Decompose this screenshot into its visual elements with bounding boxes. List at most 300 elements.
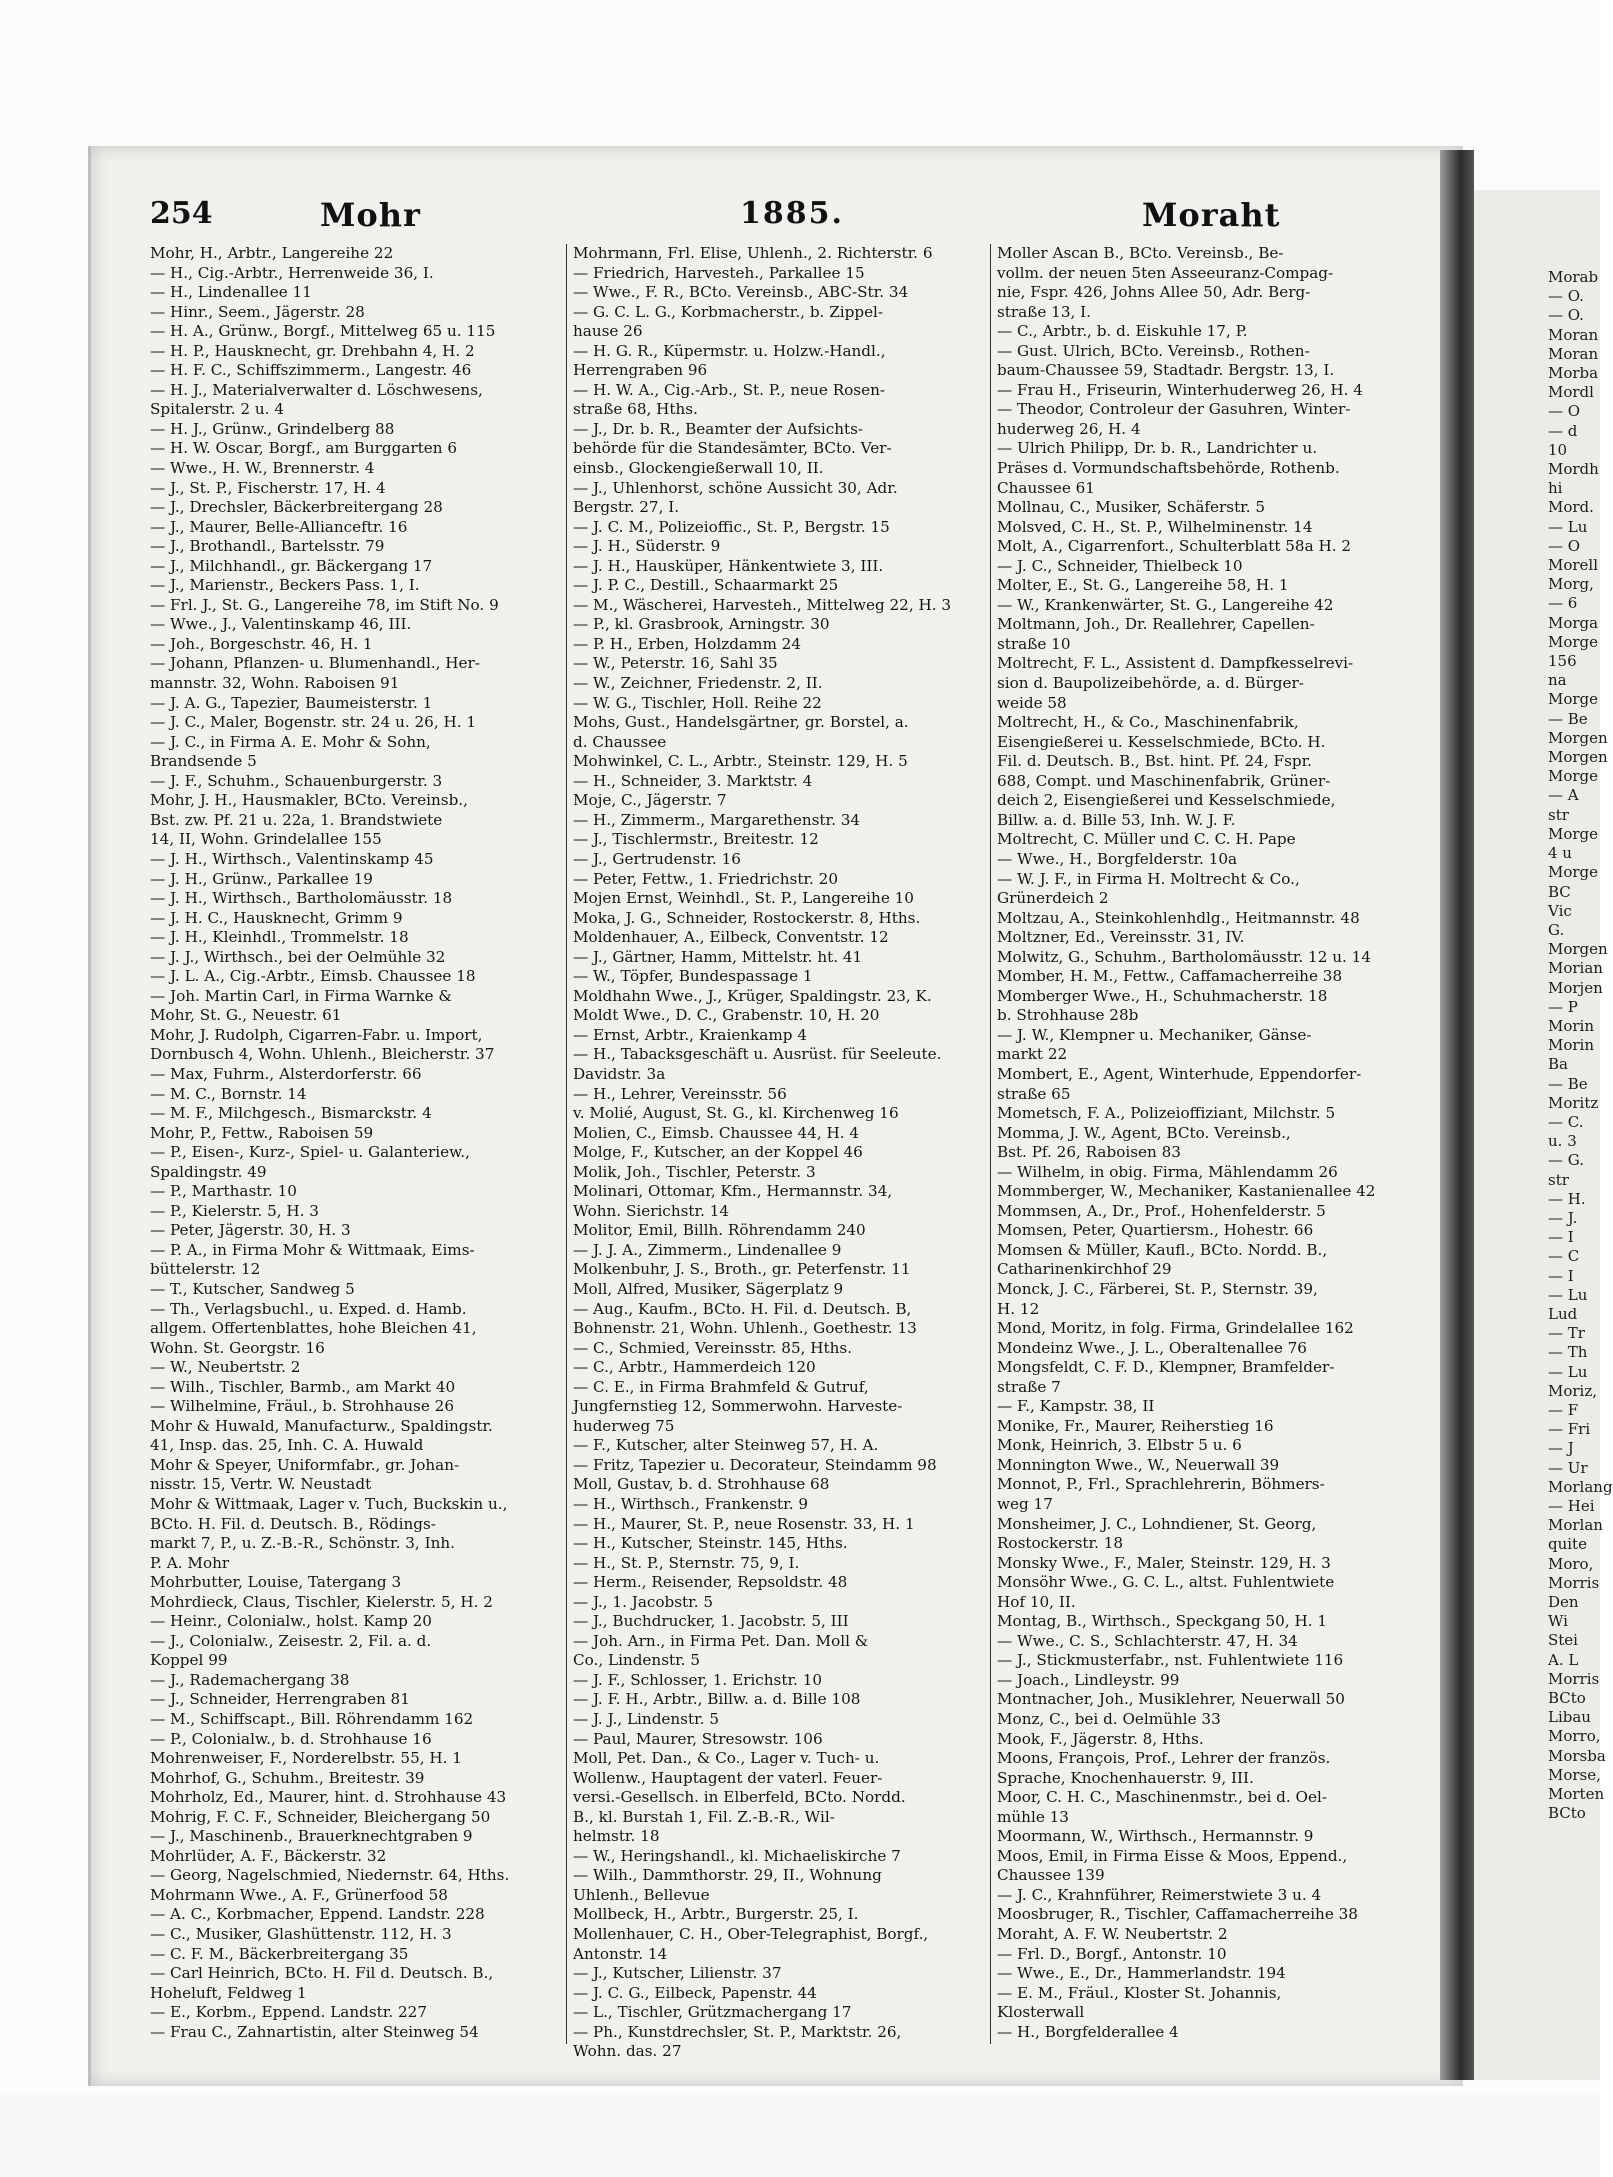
entry-line: — J., Brothandl., Bartelsstr. 79 [150, 537, 385, 556]
entry-line: Mohrhof, G., Schuhm., Breitestr. 39 [150, 1768, 425, 1787]
entry-line: Molter, E., St. G., Langereihe 58, H. 1 [997, 576, 1289, 595]
directory-column-3 [990, 244, 1447, 2044]
entry-line: — J. P. C., Destill., Schaarmarkt 25 [573, 576, 839, 595]
entry-line: — Friedrich, Harvesteh., Parkallee 15 [573, 263, 865, 282]
entry-line: — Joh. Arn., in Firma Pet. Dan. Moll & [573, 1631, 869, 1650]
fragment-line: — Lu [1548, 517, 1588, 536]
entry-line: — J., Uhlenhorst, schöne Aussicht 30, Adr. [573, 478, 898, 497]
entry-line: Mommberger, W., Mechaniker, Kastanienallee 42 [997, 1182, 1376, 1201]
right-running-head: Moraht [1142, 196, 1281, 234]
entry-line: — Aug., Kaufm., BCto. H. Fil. d. Deutsch. B, [573, 1299, 912, 1318]
entry-line: — Wwe., F. R., BCto. Vereinsb., ABC-Str. 34 [573, 283, 909, 302]
entry-line: mannstr. 32, Wohn. Raboisen 91 [150, 674, 400, 693]
entry-line: Grünerdeich 2 [997, 889, 1109, 908]
fragment-line: — I [1548, 1228, 1574, 1247]
entry-line: Molinari, Ottomar, Kfm., Hermannstr. 34, [573, 1182, 893, 1201]
entry-line: Monnington Wwe., W., Neuerwall 39 [997, 1455, 1280, 1474]
entry-line: — F., Kutscher, alter Steinweg 57, H. A. [573, 1436, 879, 1455]
entry-line: mühle 13 [997, 1807, 1069, 1826]
fragment-line: — Hei [1548, 1497, 1595, 1515]
entry-line: — Theodor, Controleur der Gasuhren, Winter- [997, 400, 1351, 419]
fragment-line: BCto [1548, 1804, 1586, 1823]
page-number: 254 [150, 196, 213, 231]
entry-line: — H. P., Hausknecht, gr. Drehbahn 4, H. 2 [150, 341, 475, 360]
entry-line: — Ph., Kunstdrechsler, St. P., Marktstr. 26, [573, 2022, 902, 2041]
entry-line: v. Molié, August, St. G., kl. Kirchenweg 16 [573, 1104, 899, 1123]
entry-line: — J., Gärtner, Hamm, Mittelstr. ht. 41 [573, 947, 863, 966]
entry-line: Chaussee 61 [997, 478, 1095, 497]
entry-line: — Wwe., E., Dr., Hammerlandstr. 194 [997, 1964, 1286, 1983]
fragment-line: Morlan [1548, 1516, 1603, 1535]
entry-line: — J. C., in Firma A. E. Mohr & Sohn, [150, 732, 431, 751]
fragment-line: Moran [1548, 325, 1599, 344]
fragment-line: — O. [1548, 287, 1584, 306]
entry-line: — J., Milchhandl., gr. Bäckergang 17 [150, 556, 433, 575]
entry-line: Moos, Emil, in Firma Eisse & Moos, Eppend., [997, 1846, 1348, 1865]
entry-line: Präses d. Vormundschaftsbehörde, Rothenb. [997, 459, 1340, 478]
fragment-line: — J. [1548, 1208, 1578, 1227]
entry-line: Spitalerstr. 2 u. 4 [150, 400, 284, 419]
left-running-head: Mohr [320, 196, 421, 234]
entry-line: Mohrmann, Frl. Elise, Uhlenh., 2. Richterstr. 6 [573, 244, 933, 262]
fragment-line: Morris [1548, 1573, 1600, 1592]
entry-line: — J. H., Kleinhdl., Trommelstr. 18 [150, 928, 409, 947]
entry-line: — G. C. L. G., Korbmacherstr., b. Zippel- [573, 302, 884, 321]
fragment-line: str [1548, 805, 1569, 824]
entry-line: — E. M., Fräul., Kloster St. Johannis, [997, 1983, 1282, 2002]
fragment-line: 156 [1548, 652, 1577, 671]
entry-line: — J., Stickmusterfabr., nst. Fuhlentwiete 116 [997, 1651, 1344, 1670]
entry-line: sion d. Baupolizeibehörde, a. d. Bürger- [997, 674, 1304, 693]
entry-line: Co., Lindenstr. 5 [573, 1651, 701, 1670]
entry-line: — T., Kutscher, Sandweg 5 [150, 1279, 355, 1298]
entry-line: Momma, J. W., Agent, BCto. Vereinsb., [997, 1123, 1291, 1142]
entry-line: Monck, J. C., Färberei, St. P., Sternstr. 39, [997, 1279, 1318, 1298]
fragment-line: Wi [1548, 1612, 1568, 1631]
entry-line: — Fritz, Tapezier u. Decorateur, Steindamm 98 [573, 1455, 937, 1474]
entry-line: — Frau H., Friseurin, Winterhuderweg 26, H. 4 [997, 380, 1363, 399]
entry-line: büttelerstr. 12 [150, 1260, 261, 1279]
entry-line: — H., Borgfelderallee 4 [997, 2022, 1179, 2041]
fragment-line: — d [1548, 421, 1578, 440]
entry-line: Bst. zw. Pf. 21 u. 22a, 1. Brandstwiete [150, 810, 443, 829]
entry-line: — Herm., Reisender, Repsoldstr. 48 [573, 1573, 848, 1592]
fragment-line: Morin [1548, 1036, 1595, 1055]
entry-line: — H., Maurer, St. P., neue Rosenstr. 33, H. 1 [573, 1514, 915, 1533]
entry-line: — Wilhelmine, Fräul., b. Strohhause 26 [150, 1397, 454, 1416]
entry-line: Mohr, J. Rudolph, Cigarren-Fabr. u. Import, [150, 1025, 483, 1044]
entry-line: — J., Tischlermstr., Breitestr. 12 [573, 830, 819, 849]
entry-line: Moraht, A. F. W. Neubertstr. 2 [997, 1925, 1228, 1944]
fragment-line: Libau [1548, 1708, 1591, 1727]
entry-line: straße 65 [997, 1084, 1071, 1103]
entry-line: — J., Kutscher, Lilienstr. 37 [573, 1964, 782, 1983]
entry-line: — M. F., Milchgesch., Bismarckstr. 4 [150, 1104, 432, 1123]
entry-line: Montnacher, Joh., Musiklehrer, Neuerwall 50 [997, 1690, 1345, 1709]
entry-line: Mohrmann Wwe., A. F., Grünerfood 58 [150, 1885, 448, 1904]
entry-line: Mook, F., Jägerstr. 8, Hths. [997, 1729, 1204, 1748]
entry-line: — Peter, Jägerstr. 30, H. 3 [150, 1221, 351, 1240]
entry-line: Bohnenstr. 21, Wohn. Uhlenh., Goethestr. 13 [573, 1319, 917, 1338]
fragment-line: — O [1548, 536, 1581, 555]
entry-line: — J. A. G., Tapezier, Baumeisterstr. 1 [150, 693, 433, 712]
entry-line: — H. J., Materialverwalter d. Löschwesens, [150, 380, 483, 399]
entry-line: weide 58 [997, 693, 1067, 712]
entry-line: Mohrbutter, Louise, Tatergang 3 [150, 1573, 402, 1592]
entry-line: — J. J., Lindenstr. 5 [573, 1710, 719, 1729]
entry-line: — J., Marienstr., Beckers Pass. 1, I. [150, 576, 420, 595]
entry-line: — J. H., Grünw., Parkallee 19 [150, 869, 373, 888]
entry-line: — J., Colonialw., Zeisestr. 2, Fil. a. d. [150, 1631, 432, 1650]
entry-line: — J. C. M., Polizeioffic., St. P., Bergstr. 15 [573, 517, 890, 536]
entry-line: 14, II, Wohn. Grindelallee 155 [150, 830, 382, 849]
entry-line: — J., 1. Jacobstr. 5 [573, 1592, 714, 1611]
entry-line: Monsky Wwe., F., Maler, Steinstr. 129, H. 3 [997, 1553, 1331, 1572]
entry-line: markt 7, P., u. Z.-B.-R., Schönstr. 3, Inh. [150, 1534, 455, 1553]
entry-line: Moller Ascan B., BCto. Vereinsb., Be- [997, 244, 1284, 262]
fragment-line: Den [1548, 1593, 1579, 1612]
entry-line: — Joach., Lindleystr. 99 [997, 1670, 1180, 1689]
fragment-line: Morell [1548, 556, 1599, 575]
fragment-line: — F [1548, 1400, 1579, 1419]
entry-line: — P., Eisen-, Kurz-, Spiel- u. Galanteriew., [150, 1143, 470, 1162]
entry-line: — J. F., Schlosser, 1. Erichstr. 10 [573, 1670, 823, 1689]
entry-line: Monike, Fr., Maurer, Reiherstieg 16 [997, 1416, 1274, 1435]
fragment-line: — J [1548, 1439, 1574, 1458]
fragment-line: Lud [1548, 1304, 1578, 1323]
fragment-line: — Be [1548, 709, 1588, 728]
entry-line: — W., Peterstr. 16, Sahl 35 [573, 654, 778, 673]
entry-line: Mohr, J. H., Hausmakler, BCto. Vereinsb., [150, 791, 468, 810]
entry-line: Sprache, Knochenhauerstr. 9, III. [997, 1768, 1254, 1787]
bottom-strip [0, 2094, 1600, 2177]
entry-line: — Peter, Fettw., 1. Friedrichstr. 20 [573, 869, 839, 888]
entry-line: — Hinr., Seem., Jägerstr. 28 [150, 302, 365, 321]
entry-line: — C. F. M., Bäckerbreitergang 35 [150, 1944, 409, 1963]
entry-line: Mohrenweiser, F., Norderelbstr. 55, H. 1 [150, 1749, 462, 1768]
entry-line: — C. E., in Firma Brahmfeld & Gutruf, [573, 1377, 869, 1396]
entry-line: Rostockerstr. 18 [997, 1534, 1124, 1553]
entry-line: Mohr & Wittmaak, Lager v. Tuch, Buckskin u., [150, 1495, 508, 1513]
fragment-line: Morge [1548, 632, 1599, 651]
entry-line: Mohr & Speyer, Uniformfabr., gr. Johan- [150, 1455, 460, 1474]
entry-line: weg 17 [997, 1495, 1053, 1513]
entry-line: — P. A., in Firma Mohr & Wittmaak, Eims- [150, 1240, 475, 1259]
entry-line: Mohwinkel, C. L., Arbtr., Steinstr. 129, H. 5 [573, 752, 908, 771]
facing-page-fragments [1548, 268, 1613, 2048]
entry-line: Molien, C., Eimsb. Chaussee 44, H. 4 [573, 1123, 860, 1142]
fragment-line: — Fri [1548, 1420, 1591, 1439]
entry-line: Wohn. St. Georgstr. 16 [150, 1338, 325, 1357]
fragment-line: BC [1548, 882, 1571, 901]
entry-line: — H. F. C., Schiffszimmerm., Langestr. 46 [150, 361, 472, 380]
entry-line: Bergstr. 27, I. [573, 498, 680, 517]
entry-line: b. Strohhause 28b [997, 1006, 1139, 1025]
fragment-line: — 6 [1548, 594, 1578, 613]
entry-line: Mondeinz Wwe., J. L., Oberaltenallee 76 [997, 1338, 1307, 1357]
entry-line: — Carl Heinrich, BCto. H. Fil d. Deutsch. B., [150, 1964, 494, 1983]
entry-line: — P. H., Erben, Holzdamm 24 [573, 634, 802, 653]
entry-line: Antonstr. 14 [573, 1944, 668, 1963]
entry-line: Moosbruger, R., Tischler, Caffamacherreihe 38 [997, 1905, 1358, 1924]
entry-line: Wollenw., Hauptagent der vaterl. Feuer- [573, 1768, 883, 1787]
entry-line: Moldt Wwe., D. C., Grabenstr. 10, H. 20 [573, 1006, 880, 1025]
entry-line: — Frl. J., St. G., Langereihe 78, im Stift No. 9 [150, 595, 499, 614]
fragment-line: — Be [1548, 1074, 1588, 1093]
entry-line: Klosterwall [997, 2003, 1085, 2022]
entry-line: P. A. Mohr [150, 1553, 230, 1572]
entry-line: — J. H. C., Hausknecht, Grimm 9 [150, 908, 403, 927]
entry-line: — F., Kampstr. 38, II [997, 1397, 1155, 1416]
entry-line: — Wilhelm, in obig. Firma, Mählendamm 26 [997, 1162, 1338, 1181]
entry-line: — J., Schneider, Herrengraben 81 [150, 1690, 410, 1709]
entry-line: Spaldingstr. 49 [150, 1162, 267, 1181]
fragment-line: str [1548, 1170, 1569, 1189]
fragment-line: Morin [1548, 1016, 1595, 1035]
entry-line: huderweg 26, H. 4 [997, 419, 1141, 438]
entry-line: Mohrig, F. C. F., Schneider, Bleichergang 50 [150, 1807, 491, 1826]
fragment-line: Moriz, [1548, 1381, 1598, 1400]
fragment-line: Morjen [1548, 978, 1603, 997]
entry-line: Moka, J. G., Schneider, Rostockerstr. 8, Hths. [573, 908, 921, 927]
entry-line: Monk, Heinrich, 3. Elbstr 5 u. 6 [997, 1436, 1242, 1455]
entry-line: Brandsende 5 [150, 752, 257, 771]
entry-line: Moormann, W., Wirthsch., Hermannstr. 9 [997, 1827, 1314, 1846]
entry-line: — C., Arbtr., b. d. Eiskuhle 17, P. [997, 322, 1248, 341]
entry-line: — C., Schmied, Vereinsstr. 85, Hths. [573, 1338, 853, 1357]
entry-line: — H., Wirthsch., Frankenstr. 9 [573, 1495, 809, 1513]
entry-line: — W., Heringshandl., kl. Michaeliskirche 7 [573, 1846, 901, 1865]
fragment-line: Morba [1548, 364, 1599, 383]
entry-line: — Georg, Nagelschmied, Niedernstr. 64, Hths. [150, 1866, 510, 1885]
entry-line: — H., Tabacksgeschäft u. Ausrüst. für Seeleute. [573, 1045, 942, 1064]
entry-line: Mohrlüder, A. F., Bäckerstr. 32 [150, 1846, 387, 1865]
entry-line: — P., Marthastr. 10 [150, 1182, 297, 1201]
entry-line: Wohn. das. 27 [573, 2042, 682, 2061]
entry-line: Herrengraben 96 [573, 361, 708, 380]
entry-line: — J., Maschinenb., Brauerknechtgraben 9 [150, 1827, 473, 1846]
entry-line: Moldhahn Wwe., J., Krüger, Spaldingstr. 23, K. [573, 986, 932, 1005]
entry-line: — J. H., Wirthsch., Bartholomäusstr. 18 [150, 889, 453, 908]
entry-line: Mohrholz, Ed., Maurer, hint. d. Strohhause 43 [150, 1788, 507, 1807]
fragment-line: Morgen [1548, 728, 1608, 747]
fragment-line: Moro, [1548, 1554, 1594, 1573]
fragment-line: Vic [1548, 901, 1572, 920]
fragment-line: — O [1548, 402, 1581, 421]
fragment-line: — Lu [1548, 1285, 1588, 1304]
fragment-line: Morgen [1548, 940, 1608, 959]
entry-line: Bst. Pf. 26, Raboisen 83 [997, 1143, 1181, 1162]
entry-line: — H., Zimmerm., Margarethenstr. 34 [573, 810, 861, 829]
entry-line: Moltrecht, F. L., Assistent d. Dampfkesselrevi- [997, 654, 1354, 673]
entry-line: Molsved, C. H., St. P., Wilhelminenstr. 14 [997, 517, 1313, 536]
entry-line: Mond, Moritz, in folg. Firma, Grindelallee 162 [997, 1319, 1354, 1338]
entry-line: Mojen Ernst, Weinhdl., St. P., Langereihe 10 [573, 889, 914, 908]
entry-line: — H. W. Oscar, Borgf., am Burggarten 6 [150, 439, 458, 458]
entry-line: — J. F. H., Arbtr., Billw. a. d. Bille 108 [573, 1690, 861, 1709]
entry-line: BCto. H. Fil. d. Deutsch. B., Rödings- [150, 1514, 436, 1533]
entry-line: 41, Insp. das. 25, Inh. C. A. Huwald [150, 1436, 424, 1455]
entry-line: helmstr. 18 [573, 1827, 660, 1846]
fragment-line: na [1548, 671, 1567, 690]
entry-line: — Heinr., Colonialw., holst. Kamp 20 [150, 1612, 432, 1631]
fragment-line: A. L [1548, 1650, 1579, 1669]
entry-line: Mombert, E., Agent, Winterhude, Eppendorfer- [997, 1064, 1362, 1083]
entry-line: H. 12 [997, 1299, 1040, 1318]
entry-line: — H., Kutscher, Steinstr. 145, Hths. [573, 1534, 848, 1553]
entry-line: Molge, F., Kutscher, an der Koppel 46 [573, 1143, 863, 1162]
entry-line: — J. C. G., Eilbeck, Papenstr. 44 [573, 1983, 817, 2002]
entry-line: — J. J. A., Zimmerm., Lindenallee 9 [573, 1240, 842, 1259]
entry-line: — W., Neubertstr. 2 [150, 1358, 301, 1377]
entry-line: Monsöhr Wwe., G. C. L., altst. Fuhlentwiete [997, 1573, 1335, 1592]
entry-line: Moons, François, Prof., Lehrer der französ. [997, 1749, 1331, 1768]
entry-line: — Ulrich Philipp, Dr. b. R., Landrichter u. [997, 439, 1318, 458]
entry-line: — Ernst, Arbtr., Kraienkamp 4 [573, 1025, 807, 1044]
entry-line: markt 22 [997, 1045, 1068, 1064]
entry-line: — H. J., Grünw., Grindelberg 88 [150, 419, 395, 438]
fragment-line: — O. [1548, 306, 1584, 325]
entry-line: Koppel 99 [150, 1651, 228, 1670]
entry-line: — Wwe., C. S., Schlachterstr. 47, H. 34 [997, 1631, 1298, 1650]
entry-line: — Frl. D., Borgf., Antonstr. 10 [997, 1944, 1227, 1963]
entry-line: — H., Lehrer, Vereinsstr. 56 [573, 1084, 787, 1103]
entry-line: — P., Colonialw., b. d. Strohhause 16 [150, 1729, 432, 1748]
entry-line: Moll, Alfred, Musiker, Sägerplatz 9 [573, 1279, 844, 1298]
entry-line: — Wilh., Tischler, Barmb., am Markt 40 [150, 1377, 456, 1396]
entry-line: Momsen & Müller, Kaufl., BCto. Nordd. B., [997, 1240, 1328, 1259]
entry-line: — Wwe., H. W., Brennerstr. 4 [150, 459, 375, 478]
entry-line: — Max, Fuhrm., Alsterdorferstr. 66 [150, 1064, 422, 1083]
entry-line: Mohr, P., Fettw., Raboisen 59 [150, 1123, 374, 1142]
entry-line: — Joh., Borgeschstr. 46, H. 1 [150, 634, 373, 653]
fragment-line: — H. [1548, 1189, 1586, 1208]
entry-line: — J. C., Maler, Bogenstr. str. 24 u. 26, H. 1 [150, 713, 477, 732]
entry-line: Mohrdieck, Claus, Tischler, Kielerstr. 5, H. 2 [150, 1592, 493, 1611]
entry-line: Molt, A., Cigarrenfort., Schulterblatt 58a H. 2 [997, 537, 1352, 556]
entry-line: Mometsch, F. A., Polizeioffiziant, Milchstr. 5 [997, 1104, 1336, 1123]
entry-line: Eisengießerei u. Kesselschmiede, BCto. H. [997, 732, 1326, 751]
entry-line: Hof 10, II. [997, 1592, 1076, 1611]
entry-line: — H., St. P., Sternstr. 75, 9, I. [573, 1553, 800, 1572]
entry-line: Jungfernstieg 12, Sommerwohn. Harveste- [573, 1397, 903, 1416]
entry-line: — J., St. P., Fischerstr. 17, H. 4 [150, 478, 386, 497]
fragment-line: Morge [1548, 767, 1599, 786]
entry-line: Momberger Wwe., H., Schuhmacherstr. 18 [997, 986, 1328, 1005]
entry-line: straße 13, I. [997, 302, 1091, 321]
entry-line: — H. W. A., Cig.-Arb., St. P., neue Rosen- [573, 380, 885, 399]
entry-line: — P., kl. Grasbrook, Arningstr. 30 [573, 615, 830, 634]
entry-line: — Joh. Martin Carl, in Firma Warnke & [150, 986, 452, 1005]
fragment-line: Morgen [1548, 748, 1608, 767]
fragment-line: Morris [1548, 1669, 1600, 1688]
entry-line: — J. H., Süderstr. 9 [573, 537, 721, 556]
entry-line: Moll, Pet. Dan., & Co., Lager v. Tuch- u. [573, 1749, 880, 1768]
entry-line: Monnot, P., Frl., Sprachlehrerin, Böhmers- [997, 1475, 1325, 1494]
entry-line: Mongsfeldt, C. F. D., Klempner, Bramfelder- [997, 1358, 1335, 1377]
year-heading: 1885. [740, 196, 844, 231]
entry-line: Chaussee 139 [997, 1866, 1105, 1885]
entry-line: — C., Musiker, Glashüttenstr. 112, H. 3 [150, 1925, 452, 1944]
entry-line: — J. J., Wirthsch., bei der Oelmühle 32 [150, 947, 446, 966]
entry-line: — M., Wäscherei, Harvesteh., Mittelweg 22, H. 3 [573, 595, 952, 614]
entry-line: — W. G., Tischler, Holl. Reihe 22 [573, 693, 822, 712]
entry-line: Moltrecht, H., & Co., Maschinenfabrik, [997, 713, 1299, 732]
entry-line: Molkenbuhr, J. S., Broth., gr. Peterfenstr. 11 [573, 1260, 911, 1279]
fragment-line: Stei [1548, 1631, 1578, 1650]
entry-line: — Wwe., H., Borgfelderstr. 10a [997, 849, 1238, 868]
entry-line: Wohn. Sierichstr. 14 [573, 1201, 730, 1220]
entry-line: — E., Korbm., Eppend. Landstr. 227 [150, 2003, 427, 2022]
entry-line: — J. C., Krahnführer, Reimerstwiete 3 u. 4 [997, 1885, 1322, 1904]
fragment-line: Morge [1548, 824, 1599, 843]
entry-line: — P., Kielerstr. 5, H. 3 [150, 1201, 319, 1220]
entry-line: — J. L. A., Cig.-Arbtr., Eimsb. Chaussee 18 [150, 967, 476, 986]
fragment-line: Morlang [1548, 1477, 1613, 1496]
entry-line: — J. H., Wirthsch., Valentinskamp 45 [150, 849, 434, 868]
entry-line: d. Chaussee [573, 732, 667, 751]
fragment-line: — P [1548, 997, 1578, 1016]
entry-line: — Wilh., Dammthorstr. 29, II., Wohnung [573, 1866, 882, 1885]
fragment-line: Mordl [1548, 383, 1594, 402]
fragment-line: Moran [1548, 344, 1599, 363]
entry-line: — H., Cig.-Arbtr., Herrenweide 36, I. [150, 263, 434, 282]
entry-line: — Th., Verlagsbuchl., u. Exped. d. Hamb. [150, 1299, 467, 1318]
entry-line: Molitor, Emil, Billh. Röhrendamm 240 [573, 1221, 866, 1240]
entry-line: Uhlenh., Bellevue [573, 1885, 710, 1904]
entry-line: Hoheluft, Feldweg 1 [150, 1983, 307, 2002]
fragment-line: — C. [1548, 1112, 1584, 1131]
entry-line: Mohr, H., Arbtr., Langereihe 22 [150, 244, 394, 262]
entry-line: Mohr, St. G., Neuestr. 61 [150, 1006, 342, 1025]
fragment-line: 4 u [1548, 844, 1572, 863]
entry-line: nie, Fspr. 426, Johns Allee 50, Adr. Berg- [997, 283, 1311, 302]
entry-line: — J. C., Schneider, Thielbeck 10 [997, 556, 1243, 575]
entry-line: — J., Rademachergang 38 [150, 1670, 350, 1689]
entry-line: Momsen, Peter, Quartiersm., Hohestr. 66 [997, 1221, 1314, 1240]
fragment-line: Ba [1548, 1055, 1568, 1074]
entry-line: Mommsen, A., Dr., Prof., Hohenfelderstr. 5 [997, 1201, 1326, 1220]
entry-line: — W., Zeichner, Friedenstr. 2, II. [573, 674, 823, 693]
entry-line: straße 10 [997, 634, 1071, 653]
entry-line: Davidstr. 3a [573, 1064, 666, 1083]
fragment-line: Morge [1548, 863, 1599, 882]
entry-line: Montag, B., Wirthsch., Speckgang 50, H. 1 [997, 1612, 1328, 1631]
fragment-line: hi [1548, 479, 1563, 498]
entry-line: allgem. Offertenblattes, hohe Bleichen 41, [150, 1319, 477, 1338]
entry-line: Billw. a. d. Bille 53, Inh. W. J. F. [997, 810, 1236, 829]
fragment-line: BCto [1548, 1689, 1586, 1708]
fragment-line: 10 [1548, 440, 1568, 459]
entry-line: — W., Krankenwärter, St. G., Langereihe 42 [997, 595, 1334, 614]
fragment-line: Morge [1548, 690, 1599, 709]
fragment-line: — I [1548, 1266, 1574, 1285]
entry-line: hause 26 [573, 322, 643, 341]
entry-line: huderweg 75 [573, 1416, 675, 1435]
entry-line: Mohs, Gust., Handelsgärtner, gr. Borstel, a. [573, 713, 909, 732]
entry-line: Mollbeck, H., Arbtr., Burgerstr. 25, I. [573, 1905, 859, 1924]
fragment-line: Moritz [1548, 1093, 1599, 1112]
entry-line: — J. F., Schuhm., Schauenburgerstr. 3 [150, 771, 443, 790]
entry-line: — Frau C., Zahnartistin, alter Steinweg 54 [150, 2022, 479, 2041]
entry-line: versi.-Gesellsch. in Elberfeld, BCto. Nordd. [573, 1788, 906, 1807]
entry-line: Momber, H. M., Fettw., Caffamacherreihe 38 [997, 967, 1343, 986]
fragment-line: Morten [1548, 1785, 1605, 1804]
entry-line: — W. J. F., in Firma H. Moltrecht & Co., [997, 869, 1300, 888]
entry-line: — J., Gertrudenstr. 16 [573, 849, 741, 868]
entry-line: Mollnau, C., Musiker, Schäferstr. 5 [997, 498, 1266, 517]
entry-line: — H., Schneider, 3. Marktstr. 4 [573, 771, 813, 790]
